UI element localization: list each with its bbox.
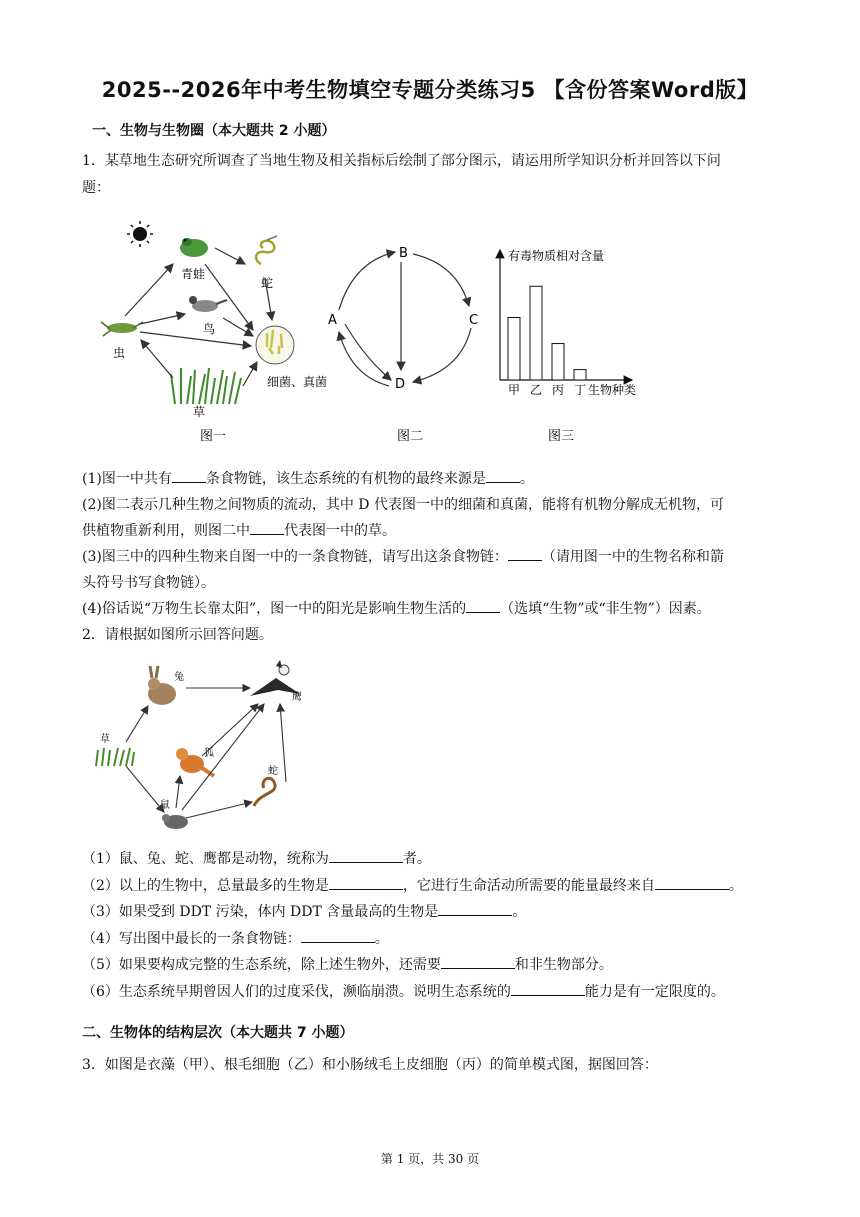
bar-甲 <box>508 318 520 381</box>
q1-sub4 <box>82 596 782 622</box>
snake-icon <box>256 236 277 264</box>
q1-intro-line2: 题： <box>82 180 110 196</box>
bacteria-icon <box>256 326 294 364</box>
section-heading-2: 二、生物体的结构层次（本大题共 7 小题） <box>82 1025 354 1041</box>
category-labels <box>508 383 586 397</box>
grass-icon <box>171 368 241 404</box>
rabbit-label: 兔 <box>174 672 184 683</box>
node-d: D <box>395 377 406 392</box>
q2-sub3-text-b: 。 <box>512 904 527 920</box>
section-heading-1: 一、生物与生物圈（本大题共 2 小题） <box>92 123 336 139</box>
bars-group <box>508 286 586 380</box>
q2-sub1-text-b: 者。 <box>402 851 431 867</box>
category-label-乙: 乙 <box>530 383 543 397</box>
mouse-icon <box>162 814 188 829</box>
q2-sub1 <box>82 846 782 873</box>
q2-sub5-text-b: 和非生物部分。 <box>514 957 613 973</box>
figure-1-food-web <box>95 218 355 448</box>
q2-sub5-text-a: （5）如果要构成完整的生态系统，除上述生物外，还需要 <box>82 957 441 973</box>
rabbit-icon <box>148 666 176 705</box>
q1-sub1 <box>82 466 782 492</box>
q3-intro: 3．如图是衣藻（甲）、根毛细胞（乙）和小肠绒毛上皮细胞（丙）的简单模式图，据图回答： <box>82 1057 658 1073</box>
figure-3-bar-chart <box>490 240 650 450</box>
q2-sub6 <box>82 979 782 1006</box>
answer-blank[interactable] <box>172 468 206 483</box>
q1-sub1-text-b: 条食物链，该生态系统的有机物的最终来源是 <box>205 471 486 487</box>
q2-sub1-text-a: （1）鼠、兔、蛇、鹰都是动物，统称为 <box>82 851 329 867</box>
answer-blank[interactable] <box>250 520 284 535</box>
answer-blank[interactable] <box>329 875 403 890</box>
q1-intro <box>82 148 782 202</box>
q2-intro: 2．请根据如图所示回答问题。 <box>82 627 273 643</box>
q2-sub2-text-a: （2）以上的生物中，总量最多的生物是 <box>82 877 329 894</box>
snake-label: 蛇 <box>268 766 278 777</box>
q2-sub2 <box>82 873 782 900</box>
answer-blank[interactable] <box>655 875 729 890</box>
q1-subquestions <box>82 466 782 648</box>
q2-sub2-text-b: ，它进行生命活动所需要的能量最终来自 <box>402 877 655 894</box>
insect-icon <box>101 322 143 336</box>
answer-blank[interactable] <box>301 928 375 943</box>
q2-sub5 <box>82 952 782 979</box>
q1-intro-line1: 1．某草地生态研究所调查了当地生物及相关指标后绘制了部分图示，请运用所学知识分析并回答以下问 <box>82 153 721 169</box>
bird-icon <box>189 296 227 312</box>
insect-label: 虫 <box>113 346 126 360</box>
q1-sub4-text-a: (4)俗话说“万物生长靠太阳”，图一中的阳光是影响生物生活的 <box>82 601 467 617</box>
figure-2-cycle <box>325 240 485 450</box>
category-label-丙: 丙 <box>552 383 565 397</box>
q1-sub3-line2: 头符号书写食物链）。 <box>82 575 215 591</box>
q2-sub4 <box>82 926 782 953</box>
eagle-icon <box>250 660 300 696</box>
answer-blank[interactable] <box>329 848 403 863</box>
q2-sub6-text-a: （6）生态系统早期曾因人们的过度采伐，濒临崩溃。说明生态系统的 <box>82 983 511 1000</box>
q1-sub3-text-b: （请用图一中的生物名称和箭 <box>541 549 724 565</box>
figure-2-caption: 图二 <box>397 429 424 444</box>
q2-sub2-text-c: 。 <box>728 877 743 894</box>
q1-sub2-line1: (2)图二表示几种生物之间物质的流动，其中 D 代表图一中的细菌和真菌，能将有机物分解成无机物，可 <box>82 497 724 513</box>
q1-sub4-text-b: （选填“生物”或“非生物”）因素。 <box>500 601 711 617</box>
figure-3-caption: 图三 <box>548 429 575 444</box>
q2-sub4-text-a: （4）写出图中最长的一条食物链： <box>82 930 301 947</box>
y-axis-label: 有毒物质相对含量 <box>508 249 605 263</box>
x-axis-label: 生物种类 <box>588 383 637 397</box>
bacteria-label: 细菌、真菌 <box>267 375 328 389</box>
q1-sub3-text-a: (3)图三中的四种生物来自图一中的一条食物链，请写出这条食物链： <box>82 549 508 565</box>
frog-label: 青蛙 <box>181 267 206 281</box>
q2-sub6-text-b: 能力是有一定限度的。 <box>584 983 725 1000</box>
node-a: A <box>328 313 337 328</box>
node-c: C <box>469 313 479 328</box>
sun-icon <box>127 221 153 247</box>
bird-label: 鸟 <box>203 322 216 336</box>
bar-乙 <box>530 286 542 380</box>
q2-sub3-text-a: （3）如果受到 DDT 污染，体内 DDT 含量最高的生物是 <box>82 904 439 920</box>
fox-label: 狐 <box>204 748 214 759</box>
grass-label: 草 <box>193 405 206 419</box>
q1-sub2-text-a: 供植物重新利用，则图二中 <box>82 523 250 539</box>
answer-blank[interactable] <box>508 546 542 561</box>
page-title: 2025--2026年中考生物填空专题分类练习5 【含份答案Word版】 <box>101 78 759 102</box>
grass-icon <box>96 748 134 766</box>
bar-丁 <box>574 370 586 380</box>
answer-blank[interactable] <box>466 598 500 613</box>
category-label-丁: 丁 <box>574 383 587 397</box>
q2-sub3 <box>82 899 782 926</box>
q1-sub2-text-b: 代表图一中的草。 <box>284 523 396 539</box>
frog-icon <box>180 238 208 257</box>
q1-sub3 <box>82 544 782 570</box>
q2-sub4-text-b: 。 <box>374 930 389 947</box>
grass-label: 草 <box>100 734 110 745</box>
figure-1-caption: 图一 <box>200 429 227 444</box>
figure-q2-food-web <box>90 656 330 836</box>
q1-sub1-text-a: (1)图一中共有 <box>82 471 172 487</box>
cycle-arrows <box>339 252 471 386</box>
answer-blank[interactable] <box>486 468 520 483</box>
q1-sub2-line2 <box>82 518 782 544</box>
eagle-label: 鹰 <box>292 692 302 703</box>
mouse-label: 鼠 <box>160 800 170 811</box>
node-b: B <box>399 246 408 261</box>
q1-sub1-text-c: 。 <box>519 471 534 487</box>
bar-丙 <box>552 344 564 380</box>
page-footer: 第 1 页，共 30 页 <box>380 1152 480 1166</box>
category-label-甲: 甲 <box>508 383 521 397</box>
snake-icon <box>254 778 275 806</box>
snake-label: 蛇 <box>261 276 274 290</box>
q2-subquestions <box>82 846 782 1005</box>
answer-blank[interactable] <box>441 954 515 969</box>
answer-blank[interactable] <box>511 981 585 996</box>
answer-blank[interactable] <box>438 901 512 916</box>
